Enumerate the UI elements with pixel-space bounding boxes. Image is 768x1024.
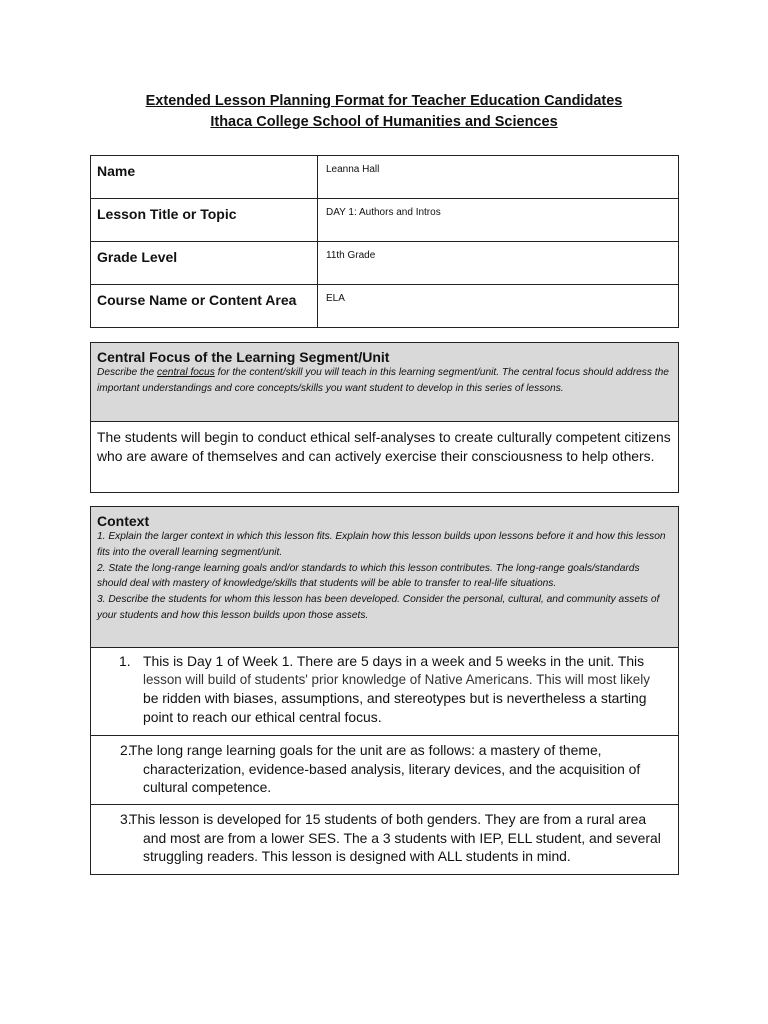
context-instruction-2: 2. State the long-range learning goals and/or standards to which this lesson contributes. The long-range goals/standards should deal with mastery of knowledge/skills that students will be able to transfer to real-life situations. bbox=[97, 562, 640, 590]
item-text-lead: The long range learning goals for the unit are as follows: a mastery of theme, bbox=[129, 742, 602, 758]
central-focus-description bbox=[97, 365, 672, 397]
context-response-1 bbox=[91, 648, 678, 736]
course-name-value: ELA bbox=[318, 285, 679, 328]
item-text-line: This is Day 1 of Week 1. There are 5 days in a week and 5 weeks in the unit. This bbox=[143, 653, 645, 669]
table-row bbox=[91, 199, 679, 242]
lesson-title-value: DAY 1: Authors and Intros bbox=[318, 199, 679, 242]
table-row bbox=[91, 285, 679, 328]
central-focus-response: The students will begin to conduct ethical self-analyses to create culturally competent citizens who are aware of themselves and can actively exercise their consciousness to help others. bbox=[97, 429, 671, 464]
context-section bbox=[90, 506, 679, 875]
central-focus-term: central focus bbox=[157, 367, 215, 378]
context-response-3 bbox=[91, 805, 678, 872]
context-header bbox=[91, 507, 678, 648]
name-value: Leanna Hall bbox=[318, 156, 679, 199]
item-number: 2. bbox=[120, 742, 132, 758]
title-line-1: Extended Lesson Planning Format for Teacher Education Candidates bbox=[145, 93, 623, 109]
lesson-info-table bbox=[90, 155, 679, 328]
item-text-rest: be ridden with biases, assumptions, and stereotypes but is nevertheless a starting point to reach our ethical central focus. bbox=[143, 690, 647, 725]
item-number: 1. bbox=[119, 653, 131, 669]
item-text-rest: characterization, evidence-based analysis, literary devices, and the acquisition of cultural competence. bbox=[143, 760, 641, 795]
table-row bbox=[91, 242, 679, 285]
document-subtitle bbox=[0, 112, 768, 133]
central-focus-header bbox=[91, 343, 678, 422]
course-name-label: Course Name or Content Area bbox=[91, 285, 318, 328]
table-row bbox=[91, 156, 679, 199]
grade-level-value: 11th Grade bbox=[318, 242, 679, 285]
desc-text: for the content/skill you will teach in this learning segment/unit. The central focus should address the important understandings and core concepts/skills you want student to develop in this series of lessons. bbox=[97, 367, 669, 394]
grade-level-label: Grade Level bbox=[91, 242, 318, 285]
context-response-2 bbox=[91, 736, 678, 805]
item-text-rest: and most are from a lower SES. The a 3 students with IEP, ELL student, and several struggling readers. This lesson is designed with ALL students in mind. bbox=[143, 829, 661, 864]
context-instruction-1: 1. Explain the larger context in which this lesson fits. Explain how this lesson builds upon lessons before it and how this lesson fits into the overall learning segment/unit. bbox=[97, 531, 666, 558]
item-text-lead: This lesson is developed for 15 students of both genders. They are from a rural area bbox=[129, 811, 647, 827]
desc-text: Describe the bbox=[97, 367, 158, 378]
item-text-line: lesson will build of students' prior knowledge of Native Americans. This will most likely bbox=[143, 671, 650, 687]
central-focus-heading: Central Focus of the Learning Segment/Unit bbox=[97, 349, 390, 365]
context-heading: Context bbox=[97, 513, 150, 529]
lesson-title-label: Lesson Title or Topic bbox=[91, 199, 318, 242]
central-focus-section bbox=[90, 342, 679, 493]
title-line-2: Ithaca College School of Humanities and Sciences bbox=[210, 114, 558, 130]
name-label: Name bbox=[91, 156, 318, 199]
item-number: 3. bbox=[120, 811, 132, 827]
context-instruction-3: 3. Describe the students for whom this lesson has been developed. Consider the personal, cultural, and community assets of your students and how this lesson builds upon those assets. bbox=[97, 594, 660, 621]
document-title bbox=[0, 91, 768, 112]
